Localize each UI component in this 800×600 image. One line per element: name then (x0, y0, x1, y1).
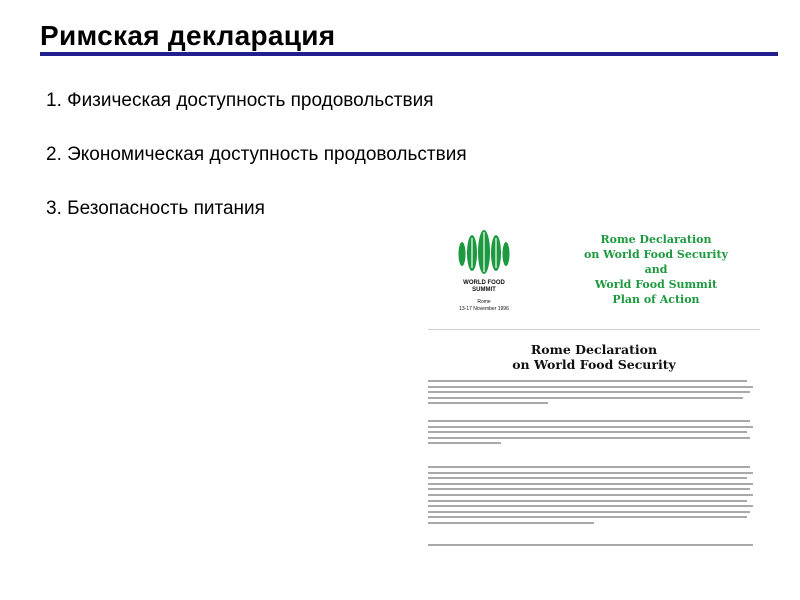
declaration-document-image (428, 222, 760, 554)
logo-line-4: 13-17 November 1996 (459, 306, 509, 312)
header-title-line: Plan of Action (612, 293, 700, 306)
slide-title: Римская декларация (40, 20, 336, 51)
logo-line-2: SUMMIT (472, 287, 496, 293)
wheat-globe-icon (454, 226, 514, 278)
document-paragraph (428, 466, 760, 528)
document-header-title (556, 232, 756, 307)
document-divider (428, 329, 760, 330)
logo-caption (448, 280, 520, 312)
document-title (428, 342, 760, 372)
header-title-line: and (644, 263, 668, 276)
header-title-line: on World Food Security (584, 248, 728, 261)
list-item: 1. Физическая доступность продовольствия (46, 90, 434, 111)
header-title-line: World Food Summit (594, 278, 718, 291)
points-list (46, 90, 467, 252)
logo-line-1: WORLD FOOD (463, 280, 505, 286)
document-paragraph (428, 420, 760, 448)
list-item: 3. Безопасность питания (46, 198, 265, 219)
title-underline (40, 52, 778, 56)
list-item: 2. Экономическая доступность продовольствия (46, 144, 467, 165)
world-food-summit-logo (448, 226, 520, 326)
document-paragraph (428, 544, 760, 550)
document-title-line: Rome Declaration (530, 342, 658, 357)
header-title-line: Rome Declaration (600, 233, 712, 246)
document-title-line: on World Food Security (512, 357, 676, 372)
logo-line-3: Rome (477, 299, 491, 305)
document-header (428, 222, 760, 322)
document-paragraph (428, 380, 760, 408)
